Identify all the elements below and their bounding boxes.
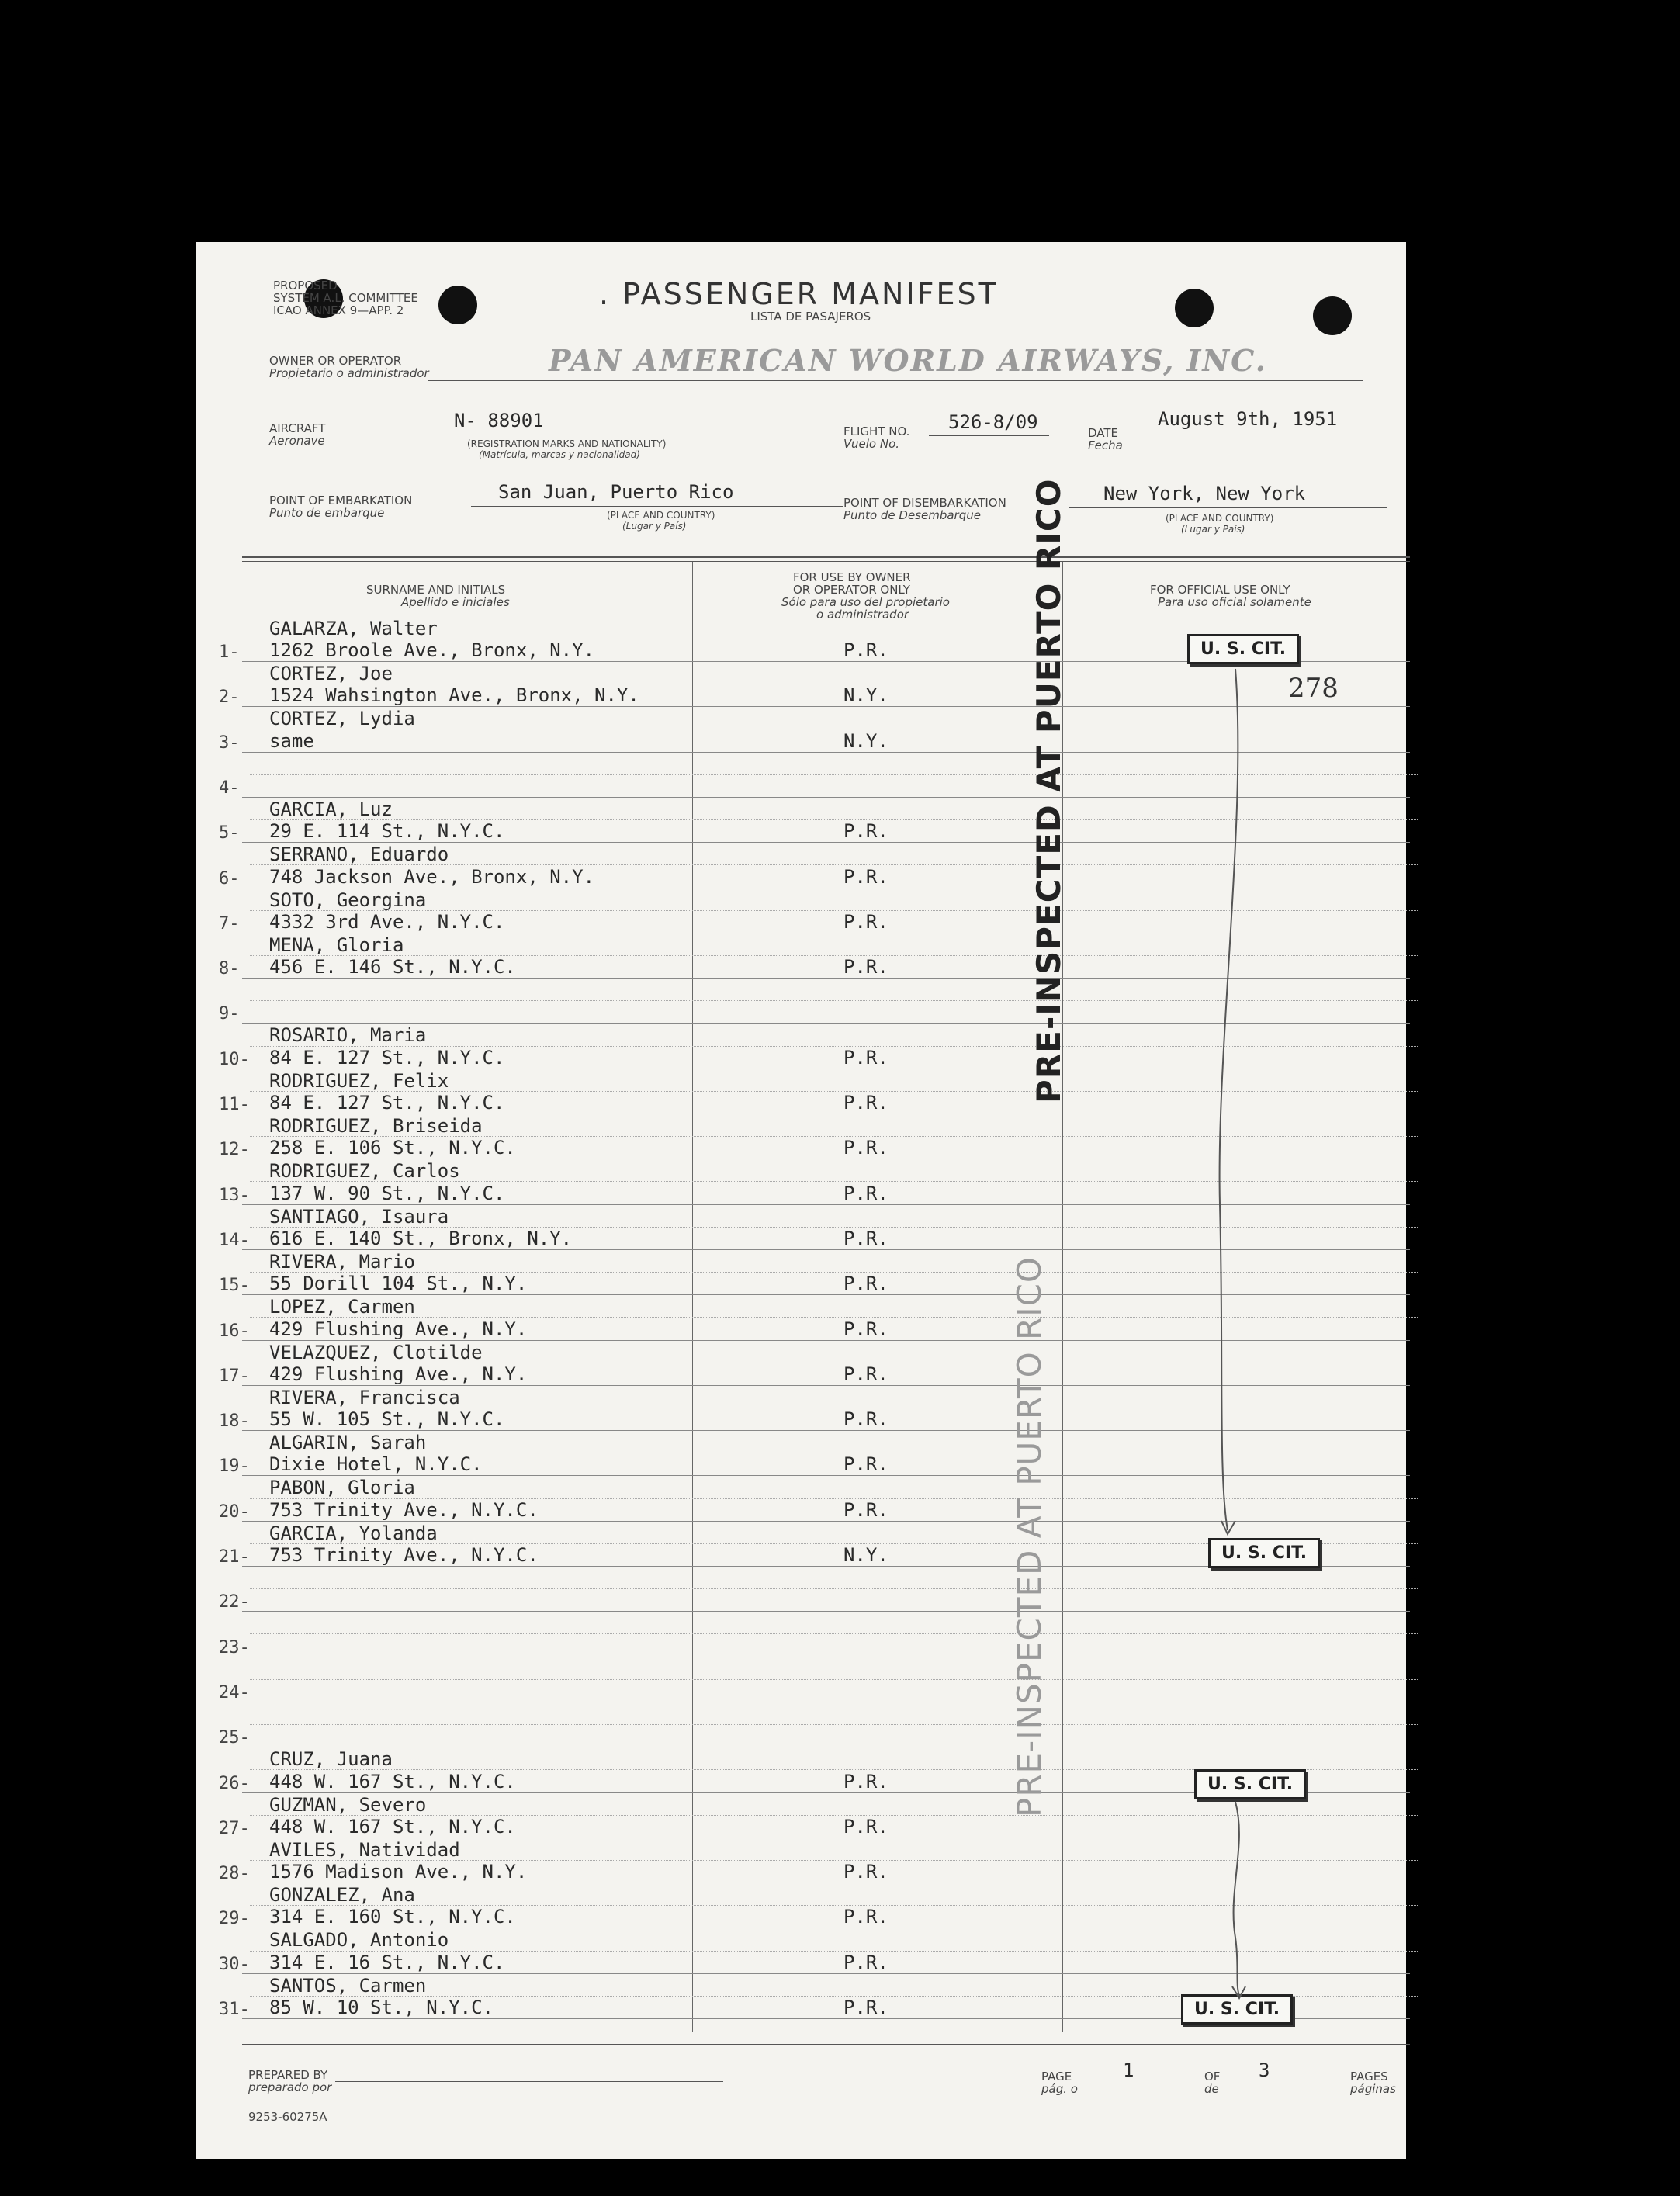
passenger-code: P.R. bbox=[843, 1137, 888, 1159]
total-pages: 3 bbox=[1259, 2059, 1270, 2081]
row-number: 15- bbox=[219, 1276, 250, 1296]
aircraft-label-es: Aeronave bbox=[269, 434, 325, 448]
passenger-code: P.R. bbox=[843, 1770, 888, 1792]
page-title: . PASSENGER MANIFEST bbox=[599, 277, 999, 311]
registration-note: (REGISTRATION MARKS AND NATIONALITY) bbox=[467, 438, 667, 449]
passenger-address: 429 Flushing Ave., N.Y. bbox=[269, 1318, 528, 1340]
flight-label-es: Vuelo No. bbox=[843, 437, 900, 451]
column-head-owner-es-2: o administrador bbox=[816, 608, 909, 622]
passenger-name: SANTIAGO, Isaura bbox=[269, 1205, 449, 1228]
passenger-address: 429 Flushing Ave., N.Y. bbox=[269, 1363, 528, 1385]
passenger-name: AVILES, Natividad bbox=[269, 1838, 460, 1861]
passenger-address: 84 E. 127 St., N.Y.C. bbox=[269, 1092, 505, 1114]
passenger-address: 55 W. 105 St., N.Y.C. bbox=[269, 1408, 505, 1431]
date-label: DATE bbox=[1088, 426, 1119, 440]
passenger-address: 1262 Broole Ave., Bronx, N.Y. bbox=[269, 639, 595, 661]
column-head-surname-es: Apellido e iniciales bbox=[401, 595, 510, 609]
passenger-address: 85 W. 10 St., N.Y.C. bbox=[269, 1997, 494, 2018]
passenger-name: GUZMAN, Severo bbox=[269, 1793, 427, 1816]
column-head-owner: FOR USE BY OWNER bbox=[793, 570, 911, 584]
prepared-by-label-es: preparado por bbox=[248, 2080, 332, 2094]
row-number: 3- bbox=[219, 733, 240, 753]
embarkation-point: San Juan, Puerto Rico bbox=[498, 481, 734, 503]
passenger-code: P.R. bbox=[843, 1046, 888, 1069]
disembarkation-note: (PLACE AND COUNTRY) bbox=[1166, 513, 1274, 524]
embarkation-note-es: (Lugar y País) bbox=[622, 521, 687, 532]
us-citizen-stamp: U. S. CIT. bbox=[1181, 1994, 1293, 2025]
row-number: 14- bbox=[219, 1230, 250, 1250]
passenger-name: RIVERA, Mario bbox=[269, 1250, 415, 1273]
passenger-code: P.R. bbox=[843, 1453, 888, 1476]
punch-hole-icon bbox=[1175, 289, 1214, 327]
passenger-code: P.R. bbox=[843, 1408, 888, 1431]
passenger-address: 748 Jackson Ave., Bronx, N.Y. bbox=[269, 865, 595, 888]
passenger-name: RODRIGUEZ, Felix bbox=[269, 1069, 449, 1092]
row-number: 28- bbox=[219, 1864, 250, 1884]
passenger-code: P.R. bbox=[843, 956, 888, 979]
passenger-code: P.R. bbox=[843, 639, 888, 661]
passenger-code: N.Y. bbox=[843, 1544, 888, 1566]
column-head-owner-2: OR OPERATOR ONLY bbox=[793, 583, 910, 597]
passenger-address: 616 E. 140 St., Bronx, N.Y. bbox=[269, 1227, 573, 1249]
row-number: 26- bbox=[219, 1773, 250, 1793]
passenger-name: RODRIGUEZ, Briseida bbox=[269, 1115, 483, 1137]
embarkation-label-es: Punto de embarque bbox=[269, 506, 385, 520]
row-number: 18- bbox=[219, 1411, 250, 1432]
passenger-name: SANTOS, Carmen bbox=[269, 1974, 427, 1997]
disembarkation-label-es: Punto de Desembarque bbox=[843, 508, 981, 522]
punch-hole-icon bbox=[438, 286, 477, 324]
passenger-address: 1524 Wahsington Ave., Bronx, N.Y. bbox=[269, 684, 639, 707]
of-label-es: de bbox=[1204, 2082, 1219, 2096]
passenger-code: N.Y. bbox=[843, 729, 888, 752]
passenger-address: same bbox=[269, 729, 314, 752]
passenger-address: 29 E. 114 St., N.Y.C. bbox=[269, 820, 505, 843]
column-head-official-es: Para uso oficial solamente bbox=[1158, 595, 1311, 609]
bracket-arrow-icon bbox=[1173, 661, 1290, 1546]
row-number: 31- bbox=[219, 2000, 250, 2019]
passenger-code: P.R. bbox=[843, 1997, 888, 2018]
passenger-name: PABON, Gloria bbox=[269, 1477, 415, 1499]
passenger-code: P.R. bbox=[843, 1815, 888, 1838]
passenger-address: 55 Dorill 104 St., N.Y. bbox=[269, 1273, 528, 1295]
row-number: 9- bbox=[219, 1004, 240, 1024]
row-number: 29- bbox=[219, 1909, 250, 1929]
row-number: 27- bbox=[219, 1818, 250, 1838]
passenger-address: Dixie Hotel, N.Y.C. bbox=[269, 1453, 483, 1476]
aircraft-label: AIRCRAFT bbox=[269, 421, 326, 435]
row-number: 16- bbox=[219, 1321, 250, 1341]
passenger-name: CRUZ, Juana bbox=[269, 1748, 393, 1771]
row-number: 25- bbox=[219, 1728, 250, 1748]
page-label: PAGE bbox=[1041, 2070, 1072, 2083]
passenger-name: GALARZA, Walter bbox=[269, 617, 438, 639]
passenger-name: SOTO, Georgina bbox=[269, 888, 427, 911]
row-number: 13- bbox=[219, 1185, 250, 1205]
pages-label: PAGES bbox=[1350, 2070, 1388, 2083]
page-title-es: LISTA DE PASAJEROS bbox=[750, 310, 871, 324]
row-number: 1- bbox=[219, 643, 240, 662]
page-number: 1 bbox=[1123, 2059, 1134, 2081]
row-number: 7- bbox=[219, 913, 240, 933]
row-number: 17- bbox=[219, 1366, 250, 1386]
us-citizen-stamp: U. S. CIT. bbox=[1194, 1769, 1306, 1799]
prepared-by-label: PREPARED BY bbox=[248, 2068, 328, 2082]
form-corner-line-2: SYSTEM A.L. COMMITTEE bbox=[273, 291, 418, 305]
passenger-code: P.R. bbox=[843, 1363, 888, 1385]
row-number: 8- bbox=[219, 959, 240, 979]
preinspected-stamp-faint: PRE-INSPECTED AT PUERTO RICO bbox=[1010, 1256, 1048, 1817]
bracket-arrow-icon bbox=[1204, 1798, 1282, 2000]
passenger-name: GARCIA, Luz bbox=[269, 798, 393, 820]
passenger-address: 314 E. 16 St., N.Y.C. bbox=[269, 1951, 505, 1973]
passenger-code: P.R. bbox=[843, 1273, 888, 1295]
passenger-code: P.R. bbox=[843, 910, 888, 933]
passenger-address: 456 E. 146 St., N.Y.C. bbox=[269, 956, 516, 979]
passenger-code: P.R. bbox=[843, 1498, 888, 1521]
passenger-name: LOPEZ, Carmen bbox=[269, 1296, 415, 1318]
passenger-address: 4332 3rd Ave., N.Y.C. bbox=[269, 910, 505, 933]
embarkation-label: POINT OF EMBARKATION bbox=[269, 494, 413, 507]
punch-hole-icon bbox=[1313, 296, 1352, 335]
passenger-name: SERRANO, Eduardo bbox=[269, 843, 449, 866]
row-number: 22- bbox=[219, 1592, 250, 1612]
airline-name: PAN AMERICAN WORLD AIRWAYS, INC. bbox=[549, 343, 1267, 378]
row-number: 12- bbox=[219, 1140, 250, 1160]
passenger-address: 448 W. 167 St., N.Y.C. bbox=[269, 1815, 516, 1838]
owner-label: OWNER OR OPERATOR bbox=[269, 354, 402, 368]
passenger-address: 753 Trinity Ave., N.Y.C. bbox=[269, 1544, 539, 1566]
passenger-code: P.R. bbox=[843, 1861, 888, 1883]
page-label-es: pág. o bbox=[1041, 2082, 1078, 2096]
us-citizen-stamp: U. S. CIT. bbox=[1187, 634, 1299, 664]
passenger-name: GARCIA, Yolanda bbox=[269, 1522, 438, 1544]
row-number: 24- bbox=[219, 1682, 250, 1702]
passenger-code: P.R. bbox=[843, 1318, 888, 1340]
of-label: OF bbox=[1204, 2070, 1221, 2083]
flight-number: 526-8/09 bbox=[948, 411, 1038, 433]
form-number: 9253-60275A bbox=[248, 2110, 327, 2124]
passenger-name: GONZALEZ, Ana bbox=[269, 1884, 415, 1907]
form-corner-line-1: PROPOSED bbox=[273, 279, 338, 293]
handwritten-count: 278 bbox=[1288, 673, 1339, 704]
passenger-code: P.R. bbox=[843, 1951, 888, 1973]
passenger-name: VELAZQUEZ, Clotilde bbox=[269, 1341, 483, 1363]
disembarkation-point: New York, New York bbox=[1103, 483, 1306, 504]
passenger-address: 137 W. 90 St., N.Y.C. bbox=[269, 1182, 505, 1204]
row-number: 4- bbox=[219, 778, 240, 798]
column-head-surname: SURNAME AND INITIALS bbox=[366, 583, 506, 597]
pages-label-es: páginas bbox=[1350, 2082, 1396, 2096]
flight-label: FLIGHT NO. bbox=[843, 424, 910, 438]
aircraft-registration: N- 88901 bbox=[454, 410, 544, 431]
passenger-name: RODRIGUEZ, Carlos bbox=[269, 1160, 460, 1183]
passenger-code: P.R. bbox=[843, 1227, 888, 1249]
date-label-es: Fecha bbox=[1088, 438, 1123, 452]
passenger-code: P.R. bbox=[843, 1092, 888, 1114]
flight-date: August 9th, 1951 bbox=[1158, 408, 1338, 430]
row-number: 21- bbox=[219, 1547, 250, 1567]
passenger-name: SALGADO, Antonio bbox=[269, 1929, 449, 1952]
passenger-code: P.R. bbox=[843, 1906, 888, 1928]
passenger-code: P.R. bbox=[843, 865, 888, 888]
passenger-address: 314 E. 160 St., N.Y.C. bbox=[269, 1906, 516, 1928]
registration-note-es: (Matrícula, marcas y nacionalidad) bbox=[479, 449, 640, 460]
row-number: 2- bbox=[219, 688, 240, 708]
passenger-address: 84 E. 127 St., N.Y.C. bbox=[269, 1046, 505, 1069]
passenger-code: N.Y. bbox=[843, 684, 888, 707]
passenger-name: RIVERA, Francisca bbox=[269, 1386, 460, 1408]
disembarkation-label: POINT OF DISEMBARKATION bbox=[843, 496, 1006, 510]
embarkation-note: (PLACE AND COUNTRY) bbox=[607, 510, 715, 521]
passenger-code: P.R. bbox=[843, 1182, 888, 1204]
preinspected-stamp: PRE-INSPECTED AT PUERTO RICO bbox=[1030, 478, 1068, 1103]
row-number: 6- bbox=[219, 868, 240, 888]
row-number: 5- bbox=[219, 823, 240, 843]
row-number: 23- bbox=[219, 1637, 250, 1657]
passenger-name: CORTEZ, Lydia bbox=[269, 708, 415, 730]
row-number: 20- bbox=[219, 1502, 250, 1522]
passenger-name: CORTEZ, Joe bbox=[269, 663, 393, 684]
passenger-name: MENA, Gloria bbox=[269, 933, 404, 956]
us-citizen-stamp: U. S. CIT. bbox=[1208, 1538, 1320, 1568]
form-corner-line-3: ICAO ANNEX 9—APP. 2 bbox=[273, 303, 404, 317]
passenger-name: ALGARIN, Sarah bbox=[269, 1432, 427, 1454]
passenger-code: P.R. bbox=[843, 820, 888, 843]
passenger-address: 753 Trinity Ave., N.Y.C. bbox=[269, 1498, 539, 1521]
manifest-page bbox=[196, 242, 1406, 2159]
row-number: 30- bbox=[219, 1954, 250, 1974]
row-number: 19- bbox=[219, 1456, 250, 1477]
disembarkation-note-es: (Lugar y País) bbox=[1181, 524, 1245, 535]
column-head-official: FOR OFFICIAL USE ONLY bbox=[1150, 583, 1290, 597]
passenger-address: 448 W. 167 St., N.Y.C. bbox=[269, 1770, 516, 1792]
passenger-name: ROSARIO, Maria bbox=[269, 1024, 427, 1047]
column-head-owner-es: Sólo para uso del propietario bbox=[781, 595, 950, 609]
row-number: 10- bbox=[219, 1049, 250, 1069]
owner-label-es: Propietario o administrador bbox=[269, 366, 429, 380]
row-number: 11- bbox=[219, 1095, 250, 1114]
passenger-address: 258 E. 106 St., N.Y.C. bbox=[269, 1137, 516, 1159]
passenger-address: 1576 Madison Ave., N.Y. bbox=[269, 1861, 528, 1883]
